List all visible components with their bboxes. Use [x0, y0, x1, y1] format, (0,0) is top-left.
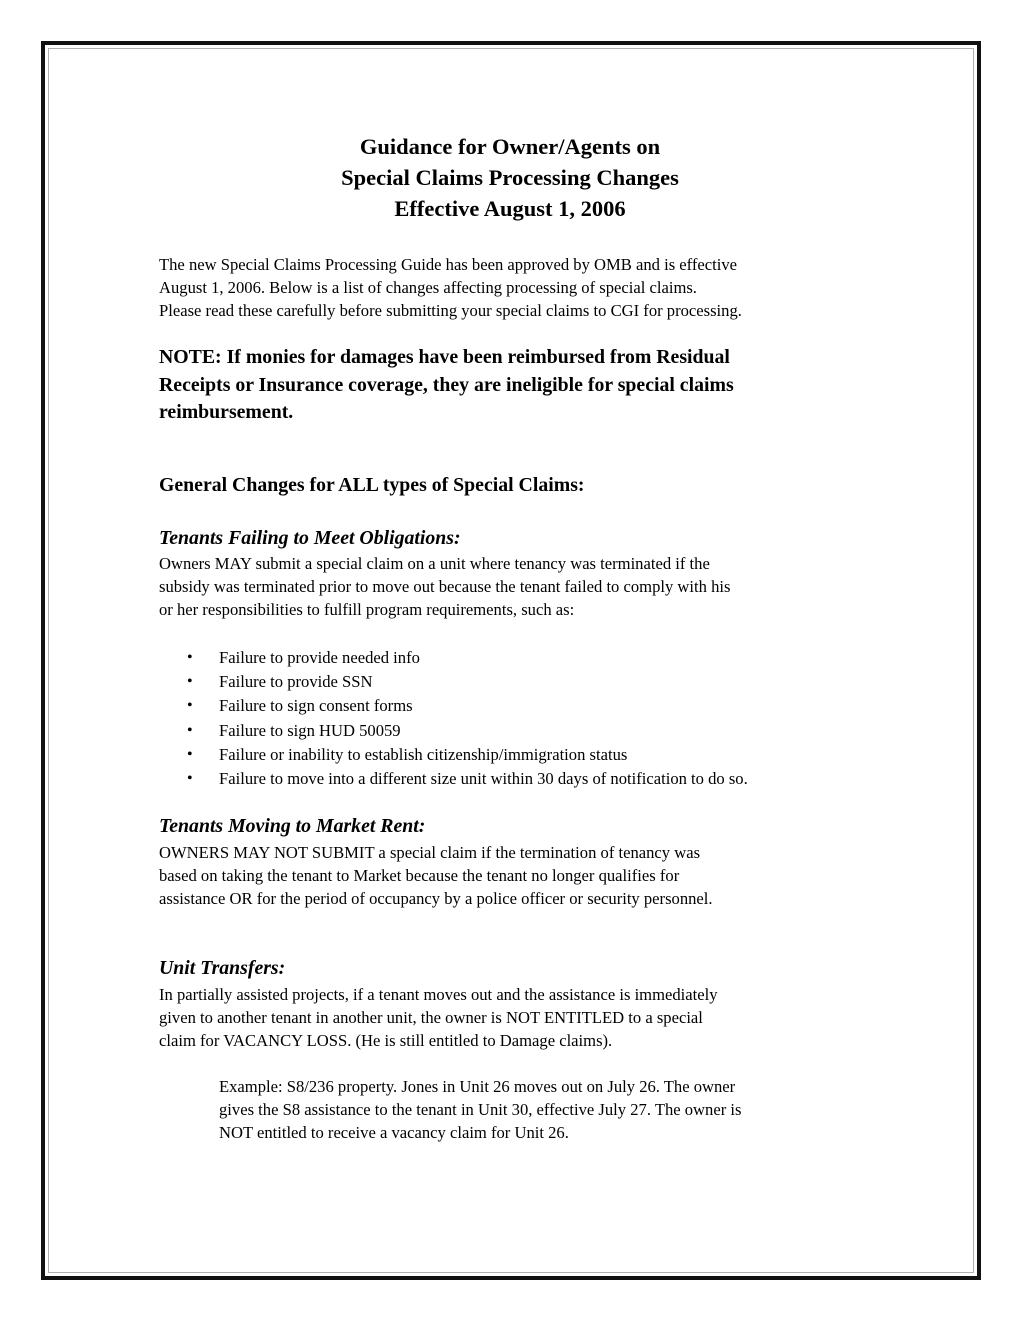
- transfers-body-line: In partially assisted projects, if a tenant moves out and the assistance is immediately: [159, 985, 718, 1004]
- failing-body-line: or her responsibilities to fulfill program requirements, such as:: [159, 600, 575, 619]
- title-line-3: Effective August 1, 2006: [394, 196, 626, 221]
- market-body-line: OWNERS MAY NOT SUBMIT a special claim if the termination of tenancy was: [159, 843, 701, 862]
- market-heading: Tenants Moving to Market Rent:: [159, 815, 426, 837]
- intro-line: August 1, 2006. Below is a list of changes affecting processing of special claims.: [159, 278, 697, 297]
- market-body-line: based on taking the tenant to Market because the tenant no longer qualifies for: [159, 866, 680, 885]
- bullet-icon: •: [187, 746, 193, 763]
- intro-line: Please read these carefully before submitting your special claims to CGI for processing.: [159, 301, 742, 320]
- example-line: NOT entitled to receive a vacancy claim for Unit 26.: [219, 1123, 569, 1142]
- bullet-item: Failure or inability to establish citizenship/immigration status: [219, 745, 628, 764]
- intro-line: The new Special Claims Processing Guide has been approved by OMB and is effective: [159, 255, 738, 274]
- note-line: reimbursement.: [159, 401, 294, 423]
- failing-heading: Tenants Failing to Meet Obligations:: [159, 527, 461, 549]
- example-line: gives the S8 assistance to the tenant in Unit 30, effective July 27. The owner is: [219, 1100, 742, 1119]
- note-line: NOTE: If monies for damages have been reimbursed from Residual: [159, 346, 730, 368]
- bullet-icon: •: [187, 697, 193, 714]
- transfers-body-line: given to another tenant in another unit, the owner is NOT ENTITLED to a special: [159, 1008, 703, 1027]
- bullet-icon: •: [187, 722, 193, 739]
- transfers-heading: Unit Transfers:: [159, 957, 286, 979]
- failing-body-line: Owners MAY submit a special claim on a unit where tenancy was terminated if the: [159, 554, 710, 573]
- bullet-item: Failure to provide needed info: [219, 648, 420, 667]
- transfers-body-line: claim for VACANCY LOSS. (He is still entitled to Damage claims).: [159, 1031, 613, 1050]
- bullet-item: Failure to provide SSN: [219, 672, 373, 691]
- bullet-icon: •: [187, 673, 193, 690]
- title-line-1: Guidance for Owner/Agents on: [359, 134, 661, 159]
- bullet-item: Failure to move into a different size unit within 30 days of notification to do so.: [219, 769, 748, 788]
- note-line: Receipts or Insurance coverage, they are ineligible for special claims: [159, 374, 734, 396]
- title-line-2: Special Claims Processing Changes: [341, 165, 679, 190]
- bullet-item: Failure to sign consent forms: [219, 696, 413, 715]
- market-body-line: assistance OR for the period of occupancy by a police officer or security personnel.: [159, 889, 713, 908]
- bullet-icon: •: [187, 770, 193, 787]
- bullet-icon: •: [187, 649, 193, 666]
- bullet-item: Failure to sign HUD 50059: [219, 721, 401, 740]
- failing-body-line: subsidy was terminated prior to move out because the tenant failed to comply with his: [159, 577, 731, 596]
- general-heading: General Changes for ALL types of Special Claims:: [159, 474, 585, 496]
- example-line: Example: S8/236 property. Jones in Unit 26 moves out on July 26. The owner: [219, 1077, 736, 1096]
